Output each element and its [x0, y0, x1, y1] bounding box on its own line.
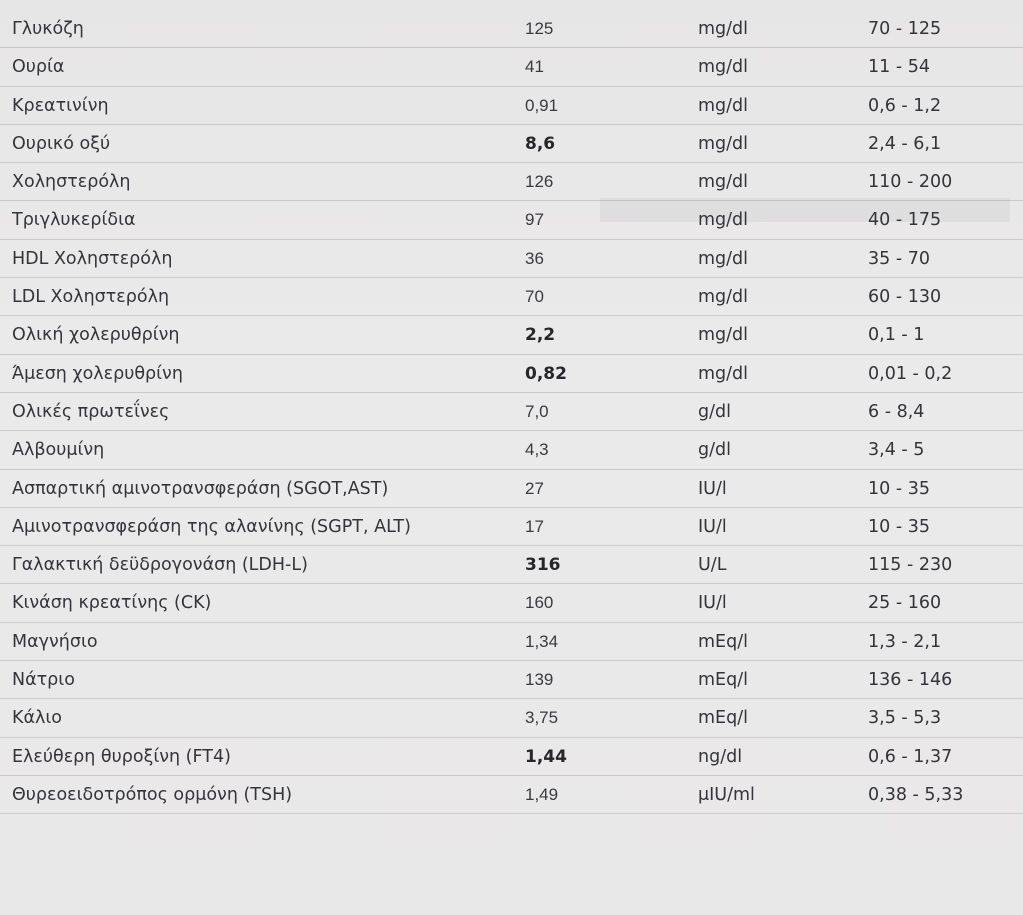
table-row: [0, 48, 1023, 86]
test-name: Νάτριο: [12, 670, 75, 691]
test-value: 7,0: [525, 401, 549, 421]
reference-range: 35 - 70: [868, 248, 930, 269]
reference-range: 0,38 - 5,33: [868, 784, 964, 805]
test-unit: IU/l: [698, 593, 727, 614]
table-row: [0, 278, 1023, 316]
test-unit: mEq/l: [698, 670, 748, 691]
test-unit: mg/dl: [698, 133, 749, 154]
test-value: 0,91: [525, 95, 559, 115]
test-unit: mg/dl: [698, 363, 749, 384]
table-row: [0, 201, 1023, 239]
test-value: 3,75: [525, 708, 559, 728]
reference-range: 0,6 - 1,37: [868, 746, 953, 767]
table-row: [0, 393, 1023, 431]
reference-range: 0,6 - 1,2: [868, 95, 942, 116]
test-name: Ουρικό οξύ: [12, 133, 111, 154]
test-value: 8,6: [525, 133, 556, 154]
test-name: Γλυκόζη: [12, 19, 84, 39]
test-value: 2,2: [525, 325, 556, 346]
test-value: 139: [525, 670, 554, 690]
test-value: 4,3: [525, 440, 549, 460]
test-name: Κρεατινίνη: [12, 95, 109, 116]
test-unit: g/dl: [698, 401, 731, 422]
test-unit: mg/dl: [698, 57, 749, 78]
test-unit: IU/l: [698, 478, 727, 499]
table-row: [0, 623, 1023, 661]
test-name: Άμεση χολερυθρίνη: [12, 363, 183, 384]
test-name: Θυρεοειδοτρόπος ορμόνη (TSH): [12, 784, 293, 805]
test-unit: μIU/ml: [698, 784, 755, 805]
test-unit: mg/dl: [698, 248, 749, 269]
reference-range: 25 - 160: [868, 593, 942, 614]
table-row: [0, 163, 1023, 201]
test-name: Αλβουμίνη: [12, 440, 105, 461]
table-row: [0, 508, 1023, 546]
lab-results-table: [0, 10, 1023, 814]
test-unit: IU/l: [698, 516, 727, 537]
reference-range: 3,4 - 5: [868, 440, 925, 461]
reference-range: 11 - 54: [868, 57, 930, 78]
reference-range: 6 - 8,4: [868, 401, 925, 422]
test-unit: mEq/l: [698, 631, 748, 652]
table-row: [0, 661, 1023, 699]
test-value: 0,82: [525, 363, 567, 384]
reference-range: 1,3 - 2,1: [868, 631, 942, 652]
test-name: Γαλακτική δεϋδρογονάση (LDH-L): [12, 555, 308, 576]
test-unit: mg/dl: [698, 172, 749, 193]
reference-range: 0,1 - 1: [868, 325, 925, 346]
test-name: Μαγνήσιο: [12, 631, 98, 652]
test-name: Ολική χολερυθρίνη: [12, 325, 180, 346]
reference-range: 115 - 230: [868, 555, 953, 576]
test-name: Ολικές πρωτεΐνες: [12, 401, 170, 422]
table-row: [0, 355, 1023, 393]
test-value: 125: [525, 19, 554, 38]
table-row: [0, 738, 1023, 776]
table-row: [0, 470, 1023, 508]
test-value: 1,34: [525, 631, 559, 651]
test-unit: mg/dl: [698, 19, 749, 39]
test-value: 41: [525, 57, 544, 77]
table-row: [0, 431, 1023, 469]
table-row: [0, 776, 1023, 814]
reference-range: 3,5 - 5,3: [868, 708, 942, 729]
test-name: Ελεύθερη θυροξίνη (FT4): [12, 746, 231, 767]
test-unit: mg/dl: [698, 287, 749, 308]
reference-range: 40 - 175: [868, 210, 942, 231]
test-value: 27: [525, 478, 544, 498]
test-value: 70: [525, 287, 544, 307]
test-value: 1,49: [525, 784, 559, 804]
test-name: HDL Χοληστερόλη: [12, 248, 173, 269]
reference-range: 70 - 125: [868, 19, 942, 39]
table-row: [0, 125, 1023, 163]
table-row: [0, 584, 1023, 622]
test-name: Ασπαρτική αμινοτρανσφεράση (SGOT,AST): [12, 478, 389, 499]
test-unit: mEq/l: [698, 708, 748, 729]
table-row: [0, 240, 1023, 278]
test-value: 316: [525, 555, 561, 576]
reference-range: 10 - 35: [868, 478, 930, 499]
test-value: 36: [525, 248, 544, 268]
reference-range: 0,01 - 0,2: [868, 363, 953, 384]
test-value: 97: [525, 210, 544, 230]
reference-range: 60 - 130: [868, 287, 942, 308]
test-value: 126: [525, 172, 554, 192]
test-unit: mg/dl: [698, 325, 749, 346]
table-row: [0, 699, 1023, 737]
reference-range: 2,4 - 6,1: [868, 133, 942, 154]
reference-range: 110 - 200: [868, 172, 953, 193]
test-unit: U/L: [698, 555, 727, 576]
test-unit: mg/dl: [698, 210, 749, 231]
test-name: Τριγλυκερίδια: [12, 210, 136, 231]
table-row: [0, 87, 1023, 125]
test-value: 160: [525, 593, 554, 613]
table-row: [0, 10, 1023, 48]
test-value: 1,44: [525, 746, 567, 767]
test-unit: mg/dl: [698, 95, 749, 116]
test-name: Κινάση κρεατίνης (CK): [12, 593, 212, 614]
test-name: LDL Χοληστερόλη: [12, 287, 170, 308]
table-row: [0, 316, 1023, 354]
test-unit: g/dl: [698, 440, 731, 461]
test-unit: ng/dl: [698, 746, 743, 767]
test-name: Αμινοτρανσφεράση της αλανίνης (SGPT, ALT): [12, 516, 411, 537]
reference-range: 136 - 146: [868, 670, 953, 691]
test-value: 17: [525, 516, 544, 536]
table-row: [0, 546, 1023, 584]
test-name: Χοληστερόλη: [12, 172, 131, 193]
test-name: Ουρία: [12, 57, 65, 78]
reference-range: 10 - 35: [868, 516, 930, 537]
test-name: Κάλιο: [12, 708, 62, 729]
